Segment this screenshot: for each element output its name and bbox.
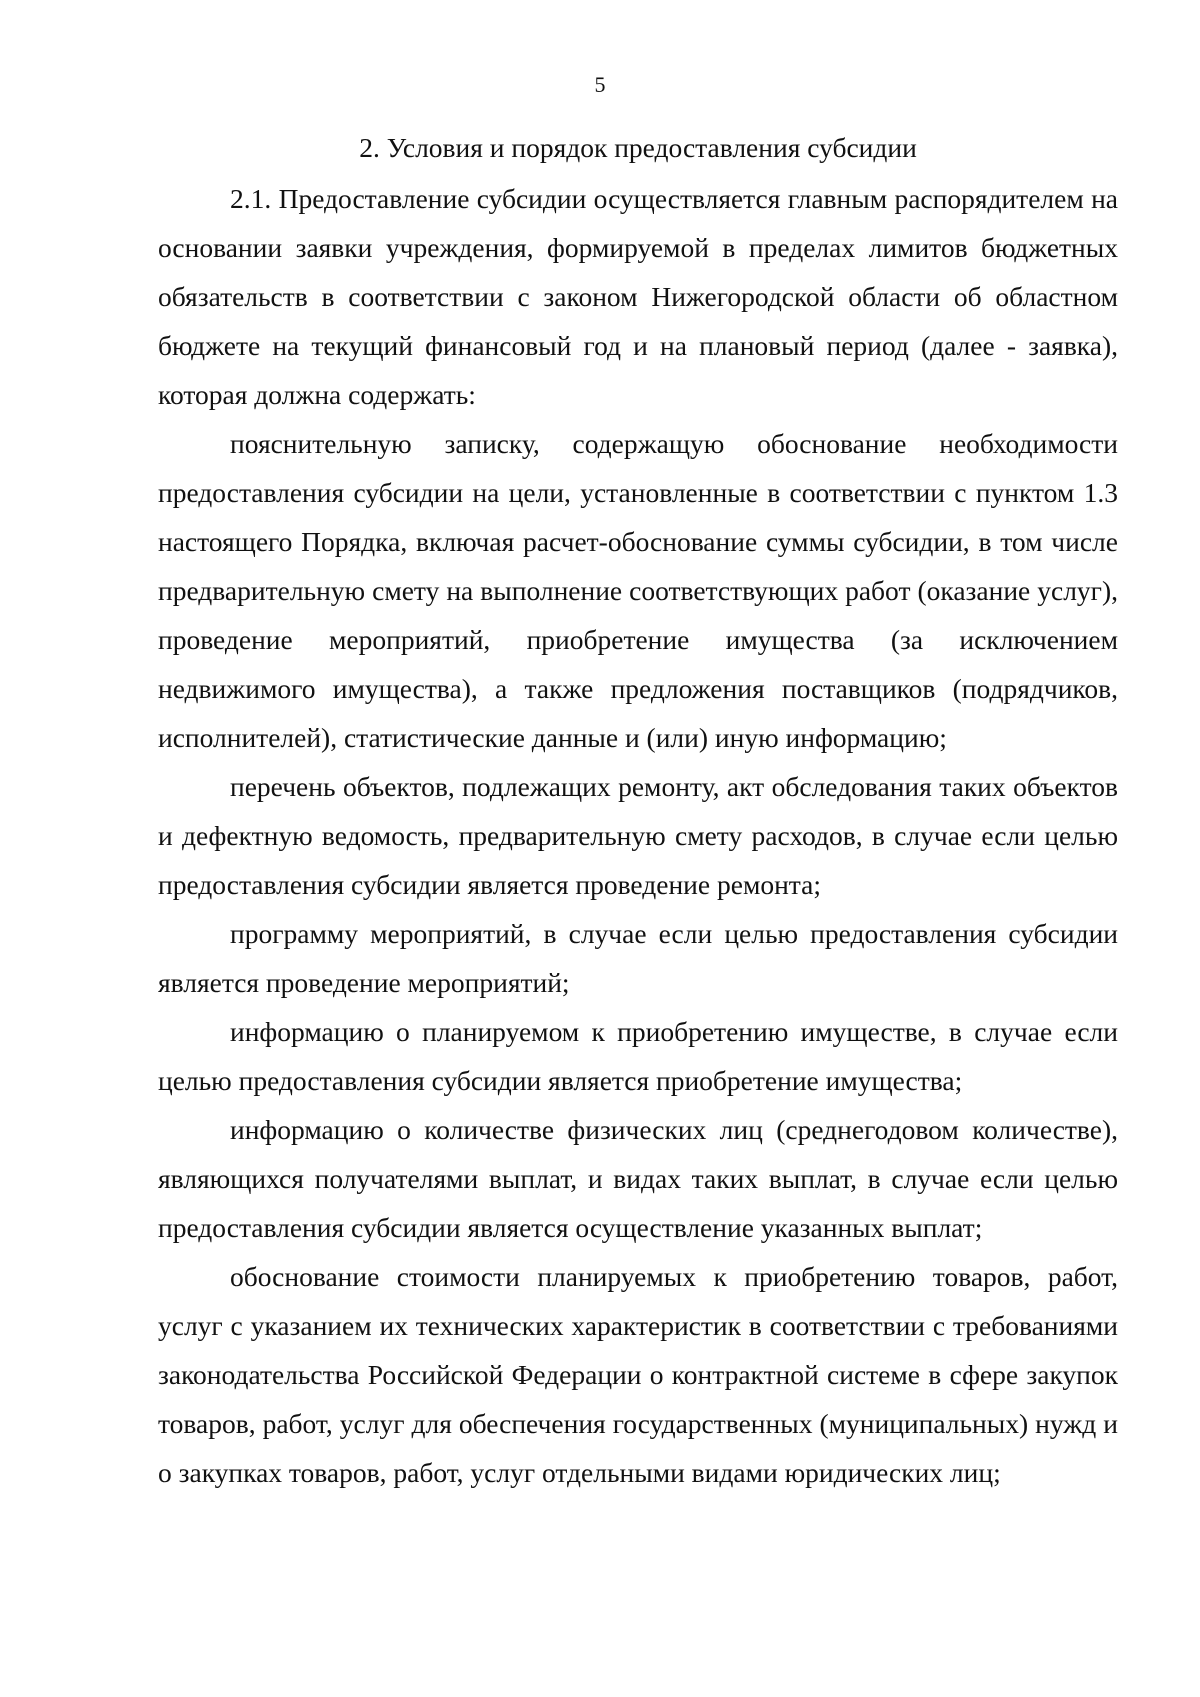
page-number: 5 [594, 72, 606, 97]
paragraph-individuals-info: информацию о количестве физических лиц (среднегодовом количестве), являющихся получателями выплат, и видах таких выплат, в случае если целью предоставления субсидии является осуществление указанных выплат; [158, 1114, 1118, 1243]
paragraph-repair-objects: перечень объектов, подлежащих ремонту, акт обследования таких объектов и дефектную ведомость, предварительную смету расходов, в случае если целью предоставления субсидии является проведение ремонта; [158, 771, 1118, 900]
paragraph-property-info: информацию о планируемом к приобретению имуществе, в случае если целью предоставления субсидии является приобретение имущества; [158, 1016, 1118, 1096]
paragraph-events-program: программу мероприятий, в случае если целью предоставления субсидии является проведение мероприятий; [158, 918, 1118, 998]
document-body [158, 122, 1118, 1497]
paragraph-cost-justification: обоснование стоимости планируемых к приобретению товаров, работ, услуг с указанием их технических характеристик в соответствии с требованиями законодательства Российской Федерации о контрактной системе в сфере закупок товаров, работ, услуг для обеспечения государственных (муниципальных) нужд и о закупках товаров, работ, услуг отдельными видами юридических лиц; [158, 1261, 1118, 1488]
paragraph-2-1: 2.1. Предоставление субсидии осуществляется главным распорядителем на основании заявки учреждения, формируемой в пределах лимитов бюджетных обязательств в соответствии с законом Нижегородской области об областном бюджете на текущий финансовый год и на плановый период (далее - заявка), которая должна содержать: [158, 183, 1118, 410]
paragraph-explanatory-note: пояснительную записку, содержащую обоснование необходимости предоставления субсидии на цели, установленные в соответствии с пунктом 1.3 настоящего Порядка, включая расчет-обоснование суммы субсидии, в том числе предварительную смету на выполнение соответствующих работ (оказание услуг), проведение мероприятий, приобретение имущества (за исключением недвижимого имущества), а также предложения поставщиков (подрядчиков, исполнителей), статистические данные и (или) иную информацию; [158, 428, 1118, 753]
section-heading: 2. Условия и порядок предоставления субсидии [359, 132, 917, 163]
